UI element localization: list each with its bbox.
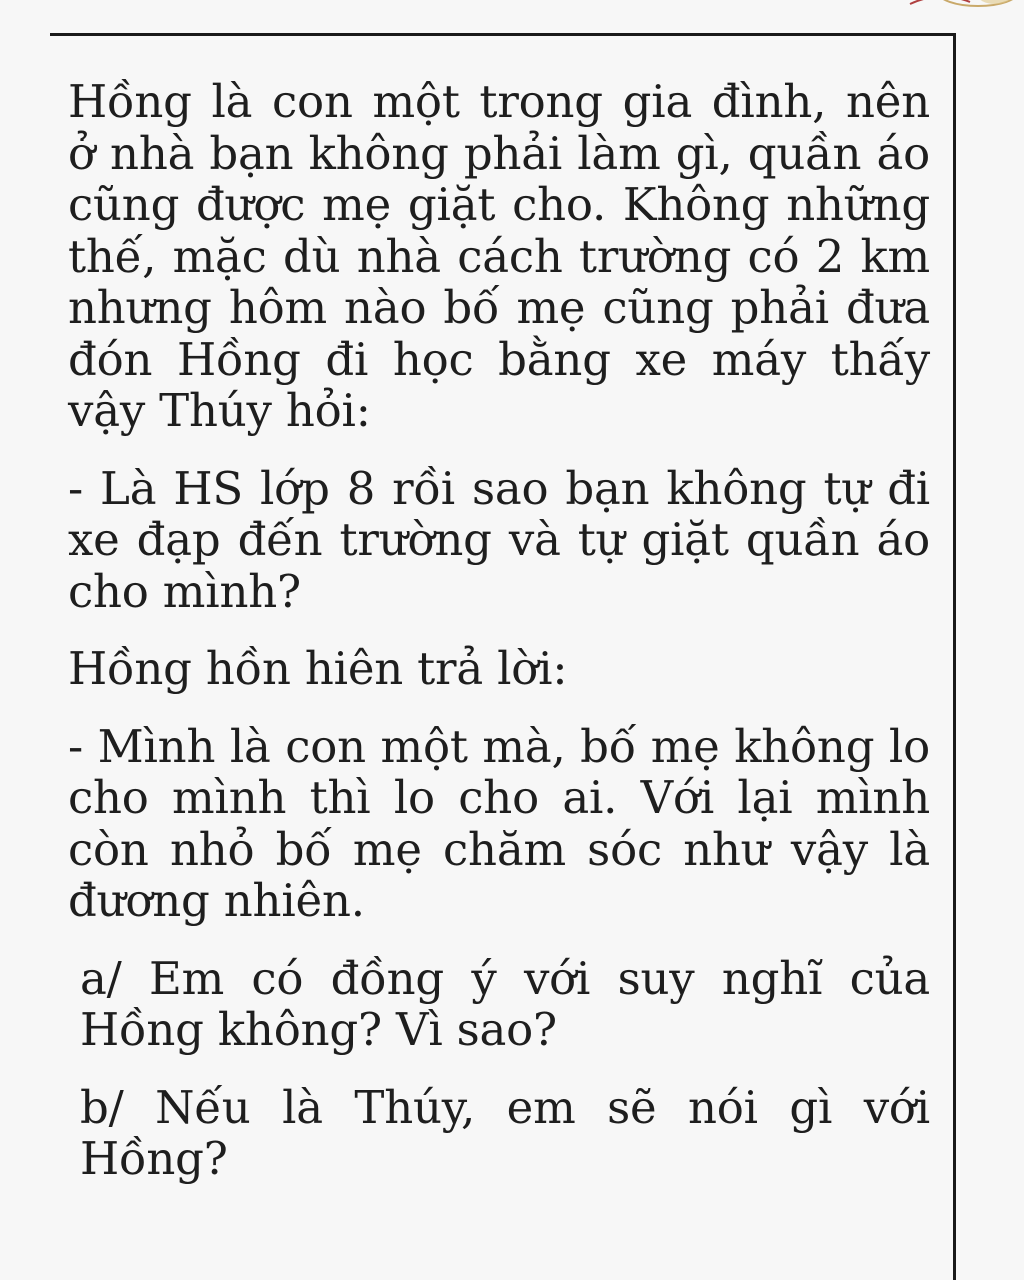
top-border-line bbox=[50, 33, 954, 36]
paragraph-thuy-question: - Là HS lớp 8 rồi sao bạn không tự đi xe đạp đến trường và tự giặt quần áo cho mình? bbox=[68, 461, 930, 618]
paragraph-story: Hồng là con một trong gia đình, nên ở nhà bạn không phải làm gì, quần áo cũng được mẹ giặt cho. Không những thế, mặc dù nhà cách trường có 2 km nhưng hôm nào bố mẹ cũng phải đưa đón Hồng đi học bằng xe máy thấy vậy Thúy hỏi: bbox=[68, 75, 930, 437]
text-content bbox=[68, 76, 930, 1185]
paragraph-hong-intro: Hồng hồn hiên trả lời: bbox=[68, 642, 568, 695]
question-b: b/ Nếu là Thúy, em sẽ nói gì với Hồng? bbox=[80, 1080, 930, 1185]
right-border-line bbox=[953, 33, 956, 1280]
corner-logo-icon bbox=[900, 0, 1024, 16]
question-a: a/ Em có đồng ý với suy nghĩ của Hồng không? Vì sao? bbox=[80, 951, 930, 1056]
paragraph-hong-answer: - Mình là con một mà, bố mẹ không lo cho mình thì lo cho ai. Với lại mình còn nhỏ bố mẹ chăm sóc như vậy là đương nhiên. bbox=[68, 719, 930, 927]
